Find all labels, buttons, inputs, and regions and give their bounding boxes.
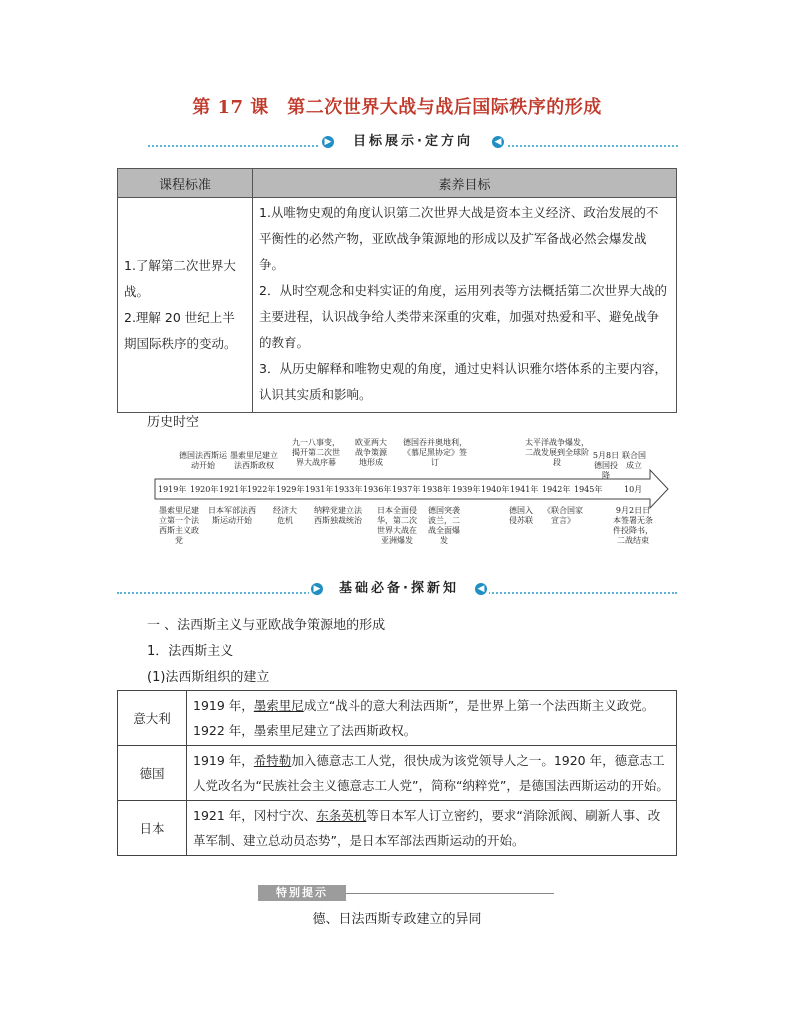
col-header-goals: 素养目标	[253, 169, 677, 198]
col-header-standard: 课程标准	[118, 169, 253, 198]
year-label: 1920年	[190, 485, 219, 494]
event-below: 日本全面侵华，第二次世界大战在亚洲爆发	[377, 506, 417, 545]
year-label: 1945年	[574, 485, 603, 494]
goal-item: 1.从唯物史观的角度认识第二次世界大战是资本主义经济、政治发展的不平衡性的必然产物，亚欧战争策源地的形成以及扩军备战必然会爆发战争。	[259, 205, 659, 272]
section-banner-basics	[117, 580, 677, 598]
year-label: 1939年	[452, 485, 481, 494]
banner-label: 目标展示·定方向	[353, 134, 473, 149]
tip-banner	[258, 885, 554, 901]
answer-blank: 墨索里尼	[253, 698, 304, 713]
answer-blank: 东条英机	[316, 808, 367, 823]
event-below: 纳粹党建立法西斯独裁统治	[314, 506, 362, 525]
year-label: 1936年	[363, 485, 392, 494]
event-above: 墨索里尼建立法西斯政权	[230, 451, 278, 470]
event-below: 日本军部法西斯运动开始	[208, 506, 256, 525]
section-heading: 一 、法西斯主义与亚欧战争策源地的形成	[147, 618, 386, 633]
event-below: 德国突袭波兰，二战全面爆发	[428, 506, 460, 545]
standard-item: 1.了解第二次世界大战。	[124, 258, 236, 299]
year-label: 1938年	[422, 485, 451, 494]
table-row	[118, 691, 677, 746]
country-cell: 德国	[118, 746, 187, 801]
country-cell: 日本	[118, 801, 187, 856]
event-above: 九一八事变，揭开第二次世界大战序幕	[292, 438, 340, 467]
standards-table	[117, 168, 677, 413]
description-cell: 1919 年，希特勒加入德意志工人党，很快成为该党领导人之一。1920 年，德意志工人党改名为“民族社会主义德意志工人党”，简称“纳粹党”，是德国法西斯运动的开始。	[187, 746, 677, 801]
year-label: 1937年	[392, 485, 421, 494]
arrow-left-icon: ◀	[475, 583, 487, 595]
table-row	[118, 746, 677, 801]
year-label: 1933年	[334, 485, 363, 494]
year-label: 10月	[624, 485, 643, 494]
event-above: 太平洋战争爆发，二战发展到全球阶段	[525, 438, 589, 467]
section-banner-goals	[148, 133, 678, 151]
goal-item: 3．从历史解释和唯物史观的角度，通过史料认识雅尔塔体系的主要内容，认识其实质和影响。	[259, 361, 667, 402]
standards-left-cell	[118, 198, 253, 413]
sub-heading: (1)法西斯组织的建立	[147, 670, 270, 685]
year-label: 1941年	[510, 485, 539, 494]
year-label: 1929年	[276, 485, 305, 494]
event-above: 联合国成立	[622, 451, 646, 470]
table-row	[118, 801, 677, 856]
year-label: 1919年	[158, 485, 187, 494]
lesson-title: 第 17 课 第二次世界大战与战后国际秩序的形成	[192, 97, 602, 118]
event-above: 欧亚两大战争策源地形成	[355, 438, 387, 467]
country-cell: 意大利	[118, 691, 187, 746]
event-above: 德国吞并奥地利，《慕尼黑协定》签订	[403, 438, 467, 467]
history-label: 历史时空	[147, 415, 200, 430]
standard-item: 2.理解 20 世纪上半期国际秩序的变动。	[124, 310, 237, 351]
event-below: 9月2日日本签署无条件投降书，二战结束	[613, 506, 653, 545]
fascism-table	[117, 690, 677, 856]
year-label: 1940年	[481, 485, 510, 494]
event-below: 德国入侵苏联	[509, 506, 533, 525]
event-below: 墨索里尼建立第一个法西斯主义政党	[159, 506, 199, 545]
arrow-right-icon: ▶	[311, 583, 323, 595]
year-label: 1942年	[542, 485, 571, 494]
event-below: 经济大危机	[273, 506, 297, 525]
standards-right-cell	[253, 198, 677, 413]
arrow-left-icon: ◀	[492, 136, 504, 148]
event-above: 5月8日德国投降	[592, 451, 620, 480]
tip-text: 德、日法西斯专政建立的异同	[312, 912, 482, 927]
banner-label: 基础必备·探新知	[339, 581, 459, 596]
goal-item: 2．从时空观念和史料实证的角度，运用列表等方法概括第二次世界大战的主要进程，认识战争给人类带来深重的灾难，加强对热爱和平、避免战争的教育。	[259, 283, 667, 350]
arrow-right-icon: ▶	[322, 136, 334, 148]
description-cell: 1919 年，墨索里尼成立“战斗的意大利法西斯”，是世界上第一个法西斯主义政党。1922 年，墨索里尼建立了法西斯政权。	[187, 691, 677, 746]
event-above: 德国法西斯运动开始	[179, 451, 227, 470]
sub-heading: 1．法西斯主义	[147, 644, 234, 659]
year-label: 1921年	[219, 485, 248, 494]
timeline	[150, 434, 670, 574]
answer-blank: 希特勒	[253, 753, 292, 768]
tip-label: 特别提示	[258, 885, 346, 901]
year-label: 1922年	[247, 485, 276, 494]
description-cell: 1921 年，冈村宁次、东条英机等日本军人订立密约，要求“消除派阀、刷新人事、改革军制、建立总动员态势”，是日本军部法西斯运动的开始。	[187, 801, 677, 856]
event-below: 《联合国家宣言》	[543, 506, 583, 525]
year-label: 1931年	[305, 485, 334, 494]
